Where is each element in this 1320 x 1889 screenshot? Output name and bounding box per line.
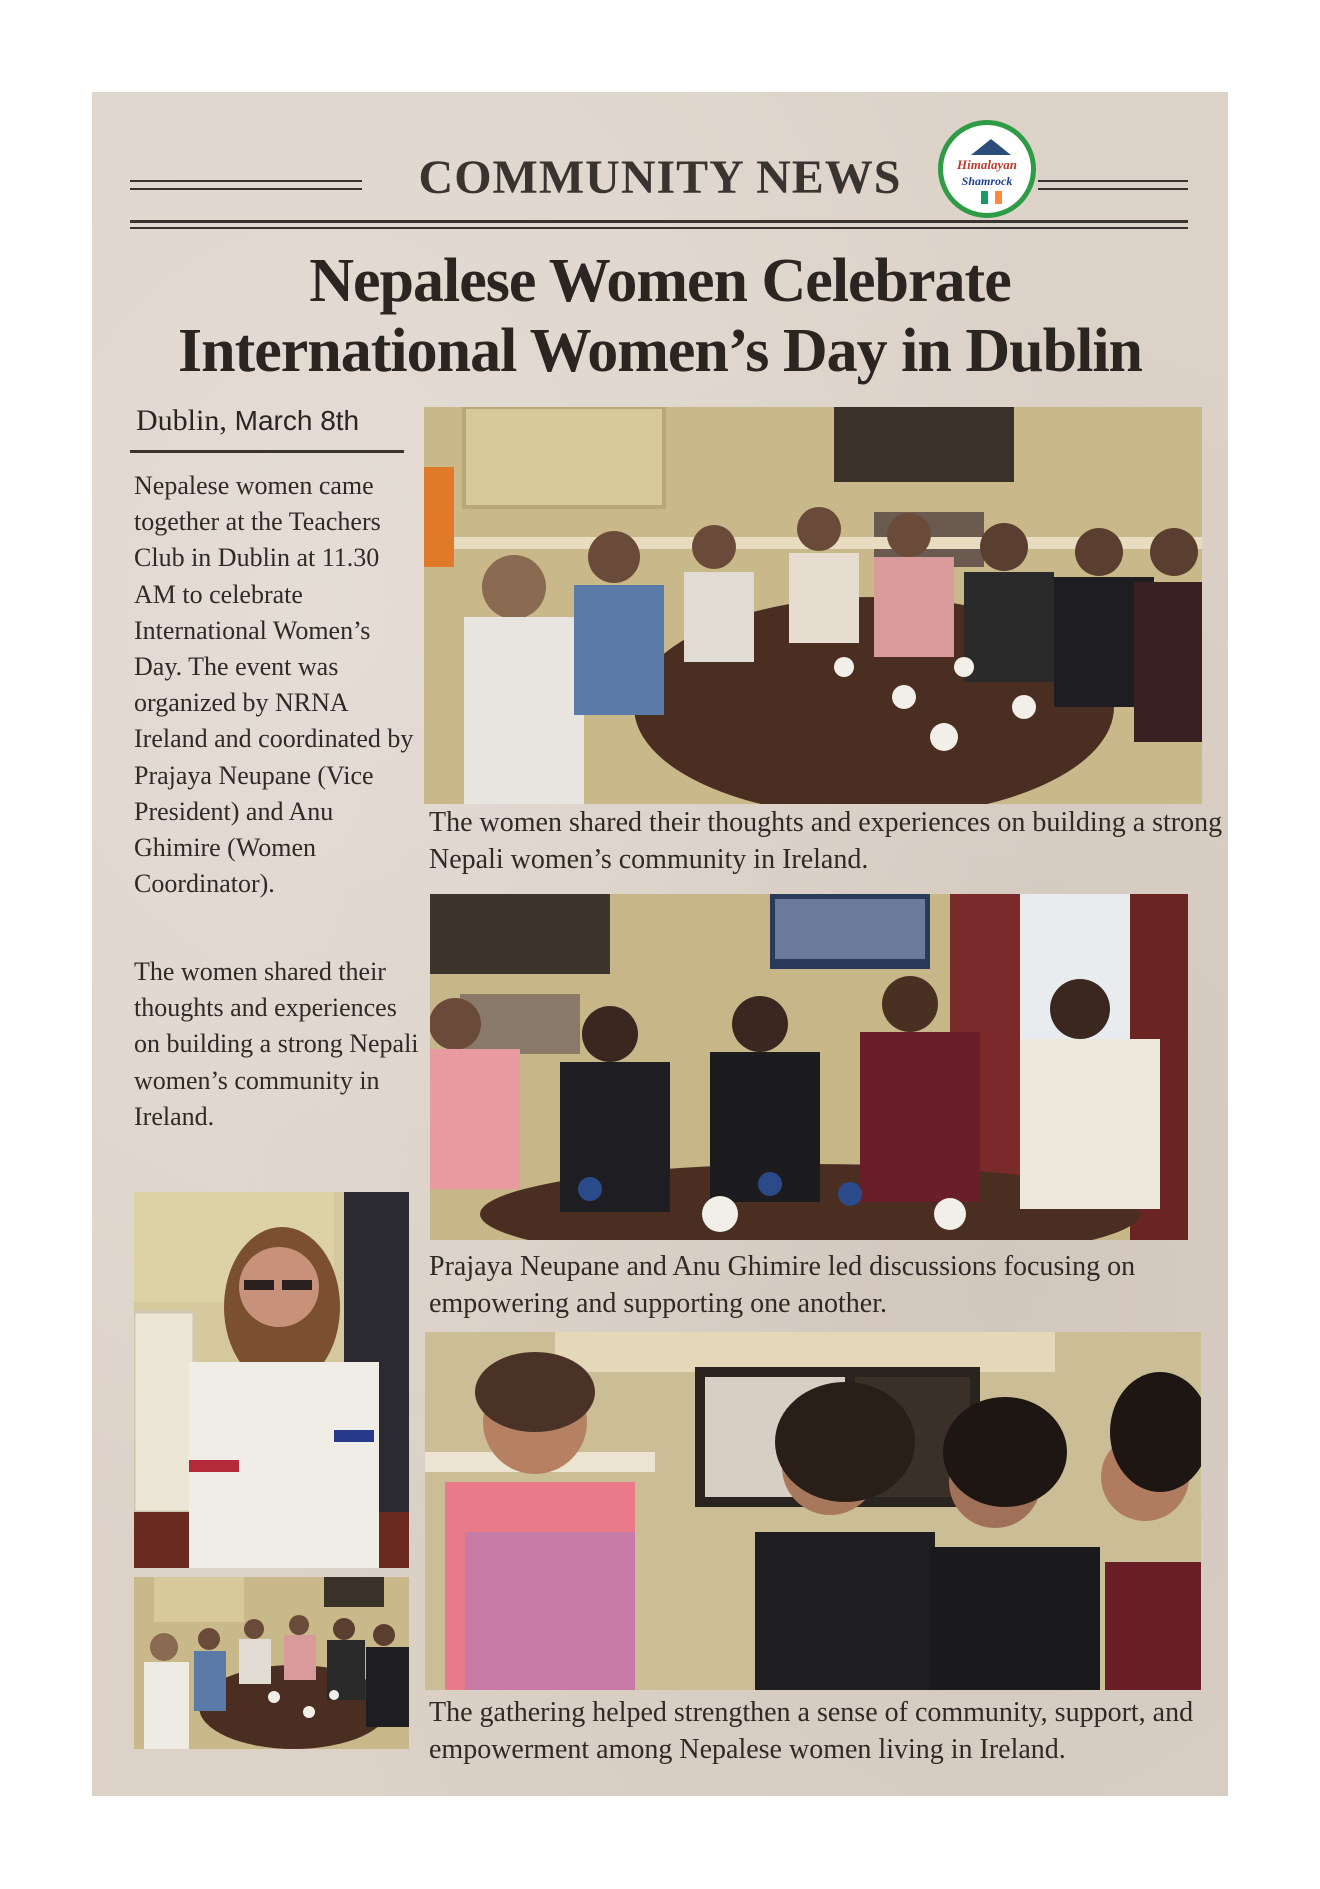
dateline (136, 404, 359, 438)
photo-women-closeup (425, 1332, 1201, 1690)
caption-photo-3: The gathering helped strengthen a sense of community, support, and empowerment among Nepalese women living in Ireland. (429, 1697, 1194, 1765)
irish-flag-icon (981, 191, 1002, 204)
dateline-date: March 8th (226, 405, 360, 436)
masthead-underline-2 (130, 227, 1188, 229)
masthead-underline-1 (130, 220, 1188, 223)
headline-line2: International Women’s Day in Dublin (177, 317, 1143, 385)
caption-photo-1: The women shared their thoughts and experiences on building a strong Nepali women’s community in Ireland. (429, 807, 1223, 875)
masthead-title: COMMUNITY NEWS (418, 151, 902, 204)
photo-group-small (134, 1577, 409, 1749)
article-paragraph-2: The women shared their thoughts and experiences on building a strong Nepali women’s community in Ireland. (134, 957, 419, 1131)
caption-photo-2: Prajaya Neupane and Anu Ghimire led discussions focusing on empowering and supporting one another. (429, 1251, 1136, 1319)
photo-group-table (424, 407, 1202, 804)
headline (92, 246, 1228, 386)
himalayan-shamrock-logo (938, 120, 1036, 218)
article-paragraph-1: Nepalese women came together at the Teachers Club in Dublin at 11.30 AM to celebrate International Women’s Day. The event was organized by NRNA Ireland and coordinated by Prajaya Neupane (Vice President) and Anu Ghimire (Women Coordinator). (134, 471, 414, 899)
logo-text-line2: Shamrock (961, 174, 1013, 188)
logo-text-line1: Himalayan (957, 157, 1017, 172)
photo-discussion (430, 894, 1188, 1240)
dateline-place: Dublin, (136, 404, 227, 437)
mountain-icon (971, 139, 1011, 155)
photo-portrait (134, 1192, 409, 1568)
dateline-rule (130, 450, 404, 453)
newspaper-page (92, 92, 1228, 1796)
headline-line1: Nepalese Women Celebrate (309, 247, 1011, 315)
